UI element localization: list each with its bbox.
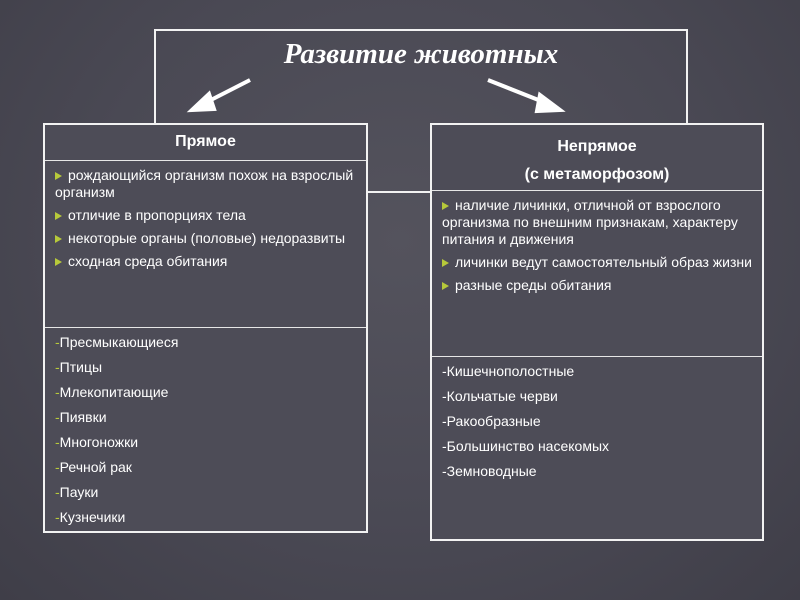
list-item: -Речной рак	[55, 459, 132, 475]
indirect-header	[432, 125, 762, 189]
indirect-features-list	[432, 191, 762, 294]
list-item: -Многоножки	[55, 434, 139, 450]
indirect-examples-list	[432, 357, 762, 480]
list-item: -Большинство насекомых	[442, 438, 610, 454]
bullet-triangle-icon	[55, 258, 62, 266]
list-item: -Ракообразные	[442, 413, 541, 429]
direct-examples-list	[45, 328, 366, 526]
feature-item: рождающийся организм похож на взрослый организм	[55, 167, 354, 200]
indirect-features-section	[432, 191, 762, 357]
bullet-triangle-icon	[442, 202, 449, 210]
indirect-header-section	[432, 125, 762, 191]
list-item: -Кольчатые черви	[442, 388, 558, 404]
bullet-triangle-icon	[55, 172, 62, 180]
page-title: Развитие животных	[283, 38, 559, 70]
list-item: -Пауки	[55, 484, 99, 500]
feature-item: некоторые органы (половые) недоразвиты	[55, 230, 360, 247]
direct-header: Прямое	[175, 133, 236, 150]
list-item: -Кузнечики	[55, 509, 126, 525]
list-item: -Земноводные	[442, 463, 537, 479]
feature-item: отличие в пропорциях тела	[55, 207, 360, 224]
direct-features-section	[45, 161, 366, 328]
bullet-triangle-icon	[55, 235, 62, 243]
list-item: -Млекопитающие	[55, 384, 169, 400]
feature-item: наличие личинки, отличной от взрослого организма по внешним признакам, характеру питания и движения	[442, 197, 738, 247]
indirect-header-line1: Непрямое	[557, 138, 637, 155]
indirect-development-column	[430, 123, 764, 541]
direct-development-column	[43, 123, 368, 533]
indirect-examples-section	[432, 357, 762, 539]
indirect-header-line2: (с метаморфозом)	[524, 166, 670, 183]
direct-header-section	[45, 125, 366, 161]
list-item: -Пиявки	[55, 409, 107, 425]
list-item: -Птицы	[55, 359, 103, 375]
direct-features-list	[45, 161, 366, 270]
bullet-triangle-icon	[442, 282, 449, 290]
feature-item: разные среды обитания	[442, 277, 756, 294]
feature-item: сходная среда обитания	[55, 253, 360, 270]
list-item: -Пресмыкающиеся	[55, 334, 179, 350]
list-item: -Кишечнополостные	[442, 363, 575, 379]
direct-examples-section	[45, 328, 366, 531]
bullet-triangle-icon	[55, 212, 62, 220]
bullet-triangle-icon	[442, 259, 449, 267]
feature-item: личинки ведут самостоятельный образ жизни	[442, 254, 756, 271]
